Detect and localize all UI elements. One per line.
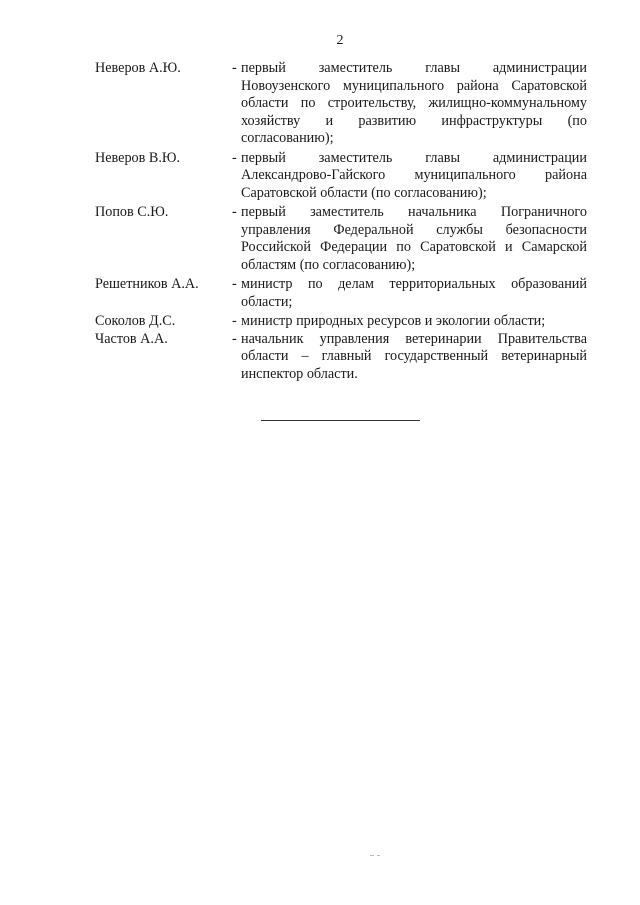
scan-artifact xyxy=(377,855,380,856)
page-number: 2 xyxy=(336,33,344,48)
member-dash: - xyxy=(232,149,237,166)
member-dash: - xyxy=(232,60,237,76)
member-name: Частов А.А. xyxy=(95,330,168,347)
member-name: Неверов А.Ю. xyxy=(95,60,181,76)
member-entry xyxy=(95,204,587,274)
member-entry xyxy=(95,150,587,203)
member-entry xyxy=(95,331,587,384)
commission-member-list xyxy=(95,60,587,385)
member-name: Попов С.Ю. xyxy=(95,204,169,220)
member-name: Соколов Д.С. xyxy=(95,313,176,329)
closing-divider xyxy=(261,420,420,421)
member-entry xyxy=(95,276,587,311)
member-role: первый заместитель главы администрации Александрово-Гайского муниципального района Саратовской области (по согласованию); xyxy=(241,149,587,201)
member-dash: - xyxy=(232,330,237,347)
member-dash: - xyxy=(232,276,237,292)
member-name: Решетников А.А. xyxy=(95,276,199,292)
member-entry xyxy=(95,313,587,331)
member-role: министр по делам территориальных образований области; xyxy=(241,276,587,310)
member-role: первый заместитель начальника Пограничного управления Федеральной службы безопасности Российской Федерации по Саратовской и Самарской областям (по согласованию); xyxy=(241,204,587,273)
member-entry xyxy=(95,60,587,148)
member-dash: - xyxy=(232,313,237,329)
member-role: министр природных ресурсов и экологии области; xyxy=(241,313,546,329)
member-role: начальник управления ветеринарии Правительства области – главный государственный ветеринарный инспектор области. xyxy=(241,330,587,382)
member-role: первый заместитель главы администрации Новоузенского муниципального района Саратовской области по строительству, жилищно-коммунальному хозяйству и развитию инфраструктуры (по согласованию); xyxy=(241,60,587,146)
member-dash: - xyxy=(232,204,237,220)
member-name: Неверов В.Ю. xyxy=(95,149,181,166)
scan-artifact xyxy=(370,855,374,856)
